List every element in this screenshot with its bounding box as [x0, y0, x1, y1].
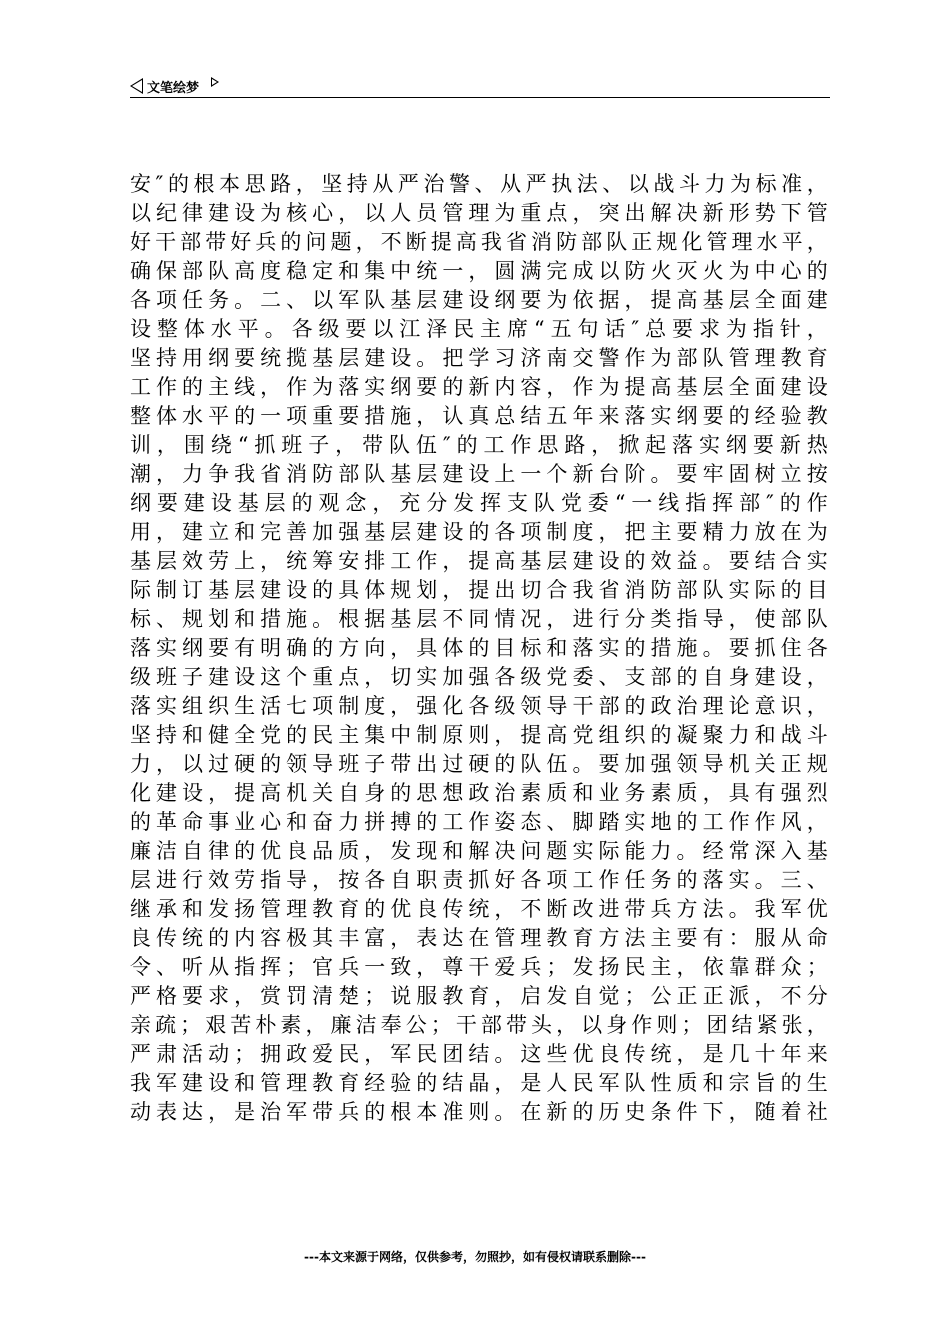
- body-line: 级班子建设这个重点，切实加强各级党委、支部的自身建设，: [130, 665, 830, 689]
- body-line: 令、听从指挥；官兵一致，尊干爱兵；发扬民主，依靠群众；: [130, 955, 830, 979]
- body-line: 化建设，提高机关自身的思想政治素质和业务素质，具有强烈: [130, 781, 830, 805]
- body-line: 的革命事业心和奋力拼搏的工作姿态、脚踏实地的工作作风，: [130, 810, 830, 834]
- body-line: 际制订基层建设的具体规划，提出切合我省消防部队实际的目: [130, 578, 830, 602]
- body-line: 落实纲要有明确的方向，具体的目标和落实的措施。要抓住各: [130, 636, 830, 660]
- body-line: 整体水平的一项重要措施，认真总结五年来落实纲要的经验教: [130, 404, 830, 428]
- document-body: [130, 170, 830, 1127]
- body-line: 廉洁自律的优良品质，发现和解决问题实际能力。经常深入基: [130, 839, 830, 863]
- header-rule: [130, 97, 830, 98]
- body-line: 我军建设和管理教育经验的结晶，是人民军队性质和宗旨的生: [130, 1071, 830, 1095]
- triangle-right-icon: [211, 77, 219, 87]
- body-line: 训，围绕“抓班子，带队伍″的工作思路，掀起落实纲要新热: [130, 433, 830, 457]
- body-line: 纲要建设基层的观念，充分发挥支队党委“一线指挥部″的作: [130, 491, 830, 515]
- body-line: 以纪律建设为核心，以人员管理为重点，突出解决新形势下管: [130, 201, 830, 225]
- body-line: 好干部带好兵的问题，不断提高我省消防部队正规化管理水平，: [130, 230, 830, 254]
- body-line: 坚持和健全党的民主集中制原则，提高党组织的凝聚力和战斗: [130, 723, 830, 747]
- page-footer: ---本文来源于网络，仅供参考，勿照抄，如有侵权请联系删除---: [304, 1250, 646, 1264]
- body-line: 良传统的内容极其丰富，表达在管理教育方法主要有：服从命: [130, 926, 830, 950]
- body-line: 设整体水平。各级要以江泽民主席“五句话″总要求为指针，: [130, 317, 830, 341]
- body-line: 继承和发扬管理教育的优良传统，不断改进带兵方法。我军优: [130, 897, 830, 921]
- page-header: [130, 74, 219, 98]
- body-line: 动表达，是治军带兵的根本准则。在新的历史条件下，随着社: [130, 1100, 830, 1124]
- body-line: 亲疏；艰苦朴素，廉洁奉公；干部带头，以身作则；团结紧张，: [130, 1013, 830, 1037]
- header-title: 文笔绘梦: [147, 80, 200, 96]
- body-line: 基层效劳上，统筹安排工作，提高基层建设的效益。要结合实: [130, 549, 830, 573]
- body-line: 严肃活动；拥政爱民，军民团结。这些优良传统，是几十年来: [130, 1042, 830, 1066]
- body-line: 标、规划和措施。根据基层不同情况，进行分类指导，使部队: [130, 607, 830, 631]
- triangle-left-icon: [130, 78, 143, 94]
- body-line: 工作的主线，作为落实纲要的新内容，作为提高基层全面建设: [130, 375, 830, 399]
- body-line: 各项任务。二、以军队基层建设纲要为依据，提高基层全面建: [130, 288, 830, 312]
- body-line: 严格要求，赏罚清楚；说服教育，启发自觉；公正正派，不分: [130, 984, 830, 1008]
- body-line: 力，以过硬的领导班子带出过硬的队伍。要加强领导机关正规: [130, 752, 830, 776]
- body-line: 用，建立和完善加强基层建设的各项制度，把主要精力放在为: [130, 520, 830, 544]
- body-line: 落实组织生活七项制度，强化各级领导干部的政治理论意识，: [130, 694, 830, 718]
- body-line: 安″的根本思路，坚持从严治警、从严执法、以战斗力为标准，: [130, 172, 830, 196]
- body-line: 确保部队高度稳定和集中统一，圆满完成以防火灭火为中心的: [130, 259, 830, 283]
- body-line: 潮，力争我省消防部队基层建设上一个新台阶。要牢固树立按: [130, 462, 830, 486]
- body-line: 坚持用纲要统揽基层建设。把学习济南交警作为部队管理教育: [130, 346, 830, 370]
- body-line: 层进行效劳指导，按各自职责抓好各项工作任务的落实。三、: [130, 868, 830, 892]
